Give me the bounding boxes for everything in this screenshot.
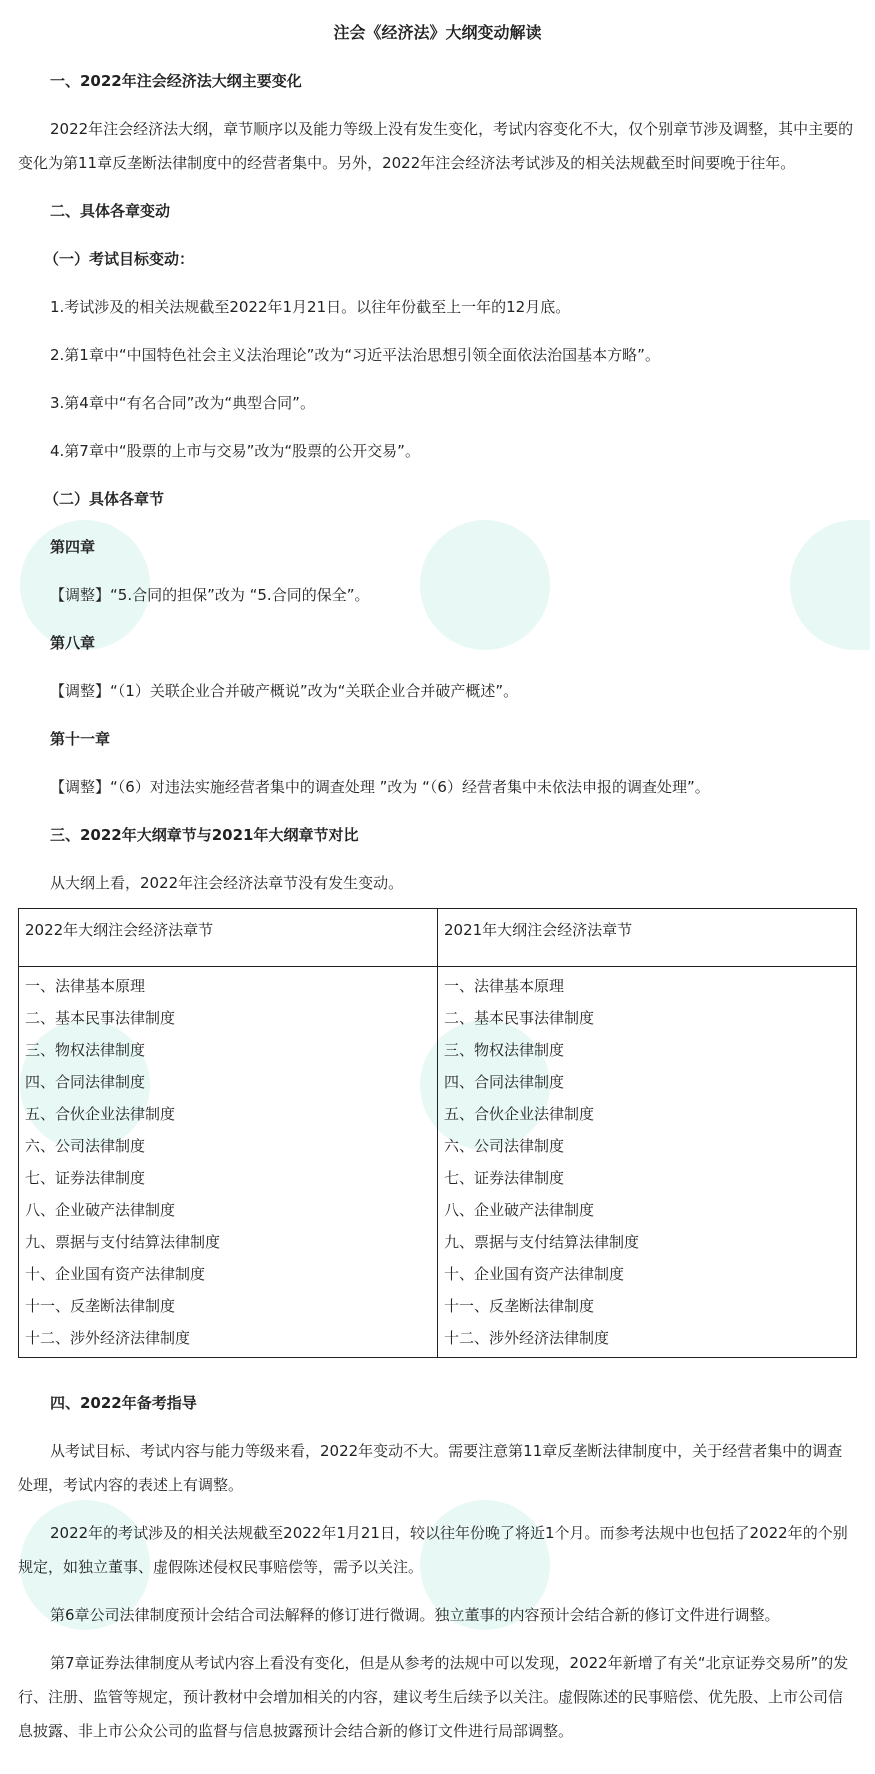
table-cell-chapter: 六、公司法律制度: [444, 1137, 565, 1155]
list-item: 1.考试涉及的相关法规截至2022年1月21日。以往年份截至上一年的12月底。: [50, 298, 571, 316]
paragraph: 从考试目标、考试内容与能力等级来看，2022年变动不大。需要注意第11章反垄断法律制度中，关于经营者集中的调查处理，考试内容的表述上有调整。: [18, 1442, 843, 1494]
table-header: 2021年大纲注会经济法章节: [438, 909, 857, 967]
paragraph: 第7章证券法律制度从考试内容上看没有变化，但是从参考的法规中可以发现，2022年新增了有关“北京证券交易所”的发行、注册、监管等规定，预计教材中会增加相关的内容，建议考生后续予以关注。虚假陈述的民事赔偿、优先股、上市公司信息披露、非上市公众公司的监督与信息披露预计会结合新的修订文件进行局部调整。: [18, 1654, 849, 1740]
list-item: 2.第1章中“中国特色社会主义法治理论”改为“习近平法治思想引领全面依法治国基本方略”。: [50, 346, 660, 364]
table-cell-chapter: 五、合伙企业法律制度: [25, 1105, 176, 1123]
table-cell-chapter: 三、物权法律制度: [25, 1041, 146, 1059]
table-cell-chapter: 二、基本民事法律制度: [25, 1009, 176, 1027]
table-cell-chapter: 十二、涉外经济法律制度: [25, 1329, 191, 1347]
chapter-heading: 第十一章: [50, 730, 111, 748]
table-cell-chapter: 十、企业国有资产法律制度: [444, 1265, 625, 1283]
table-cell-chapter: 四、合同法律制度: [444, 1073, 565, 1091]
list-item: 4.第7章中“股票的上市与交易”改为“股票的公开交易”。: [50, 442, 420, 460]
subsection-heading: （二）具体各章节: [44, 490, 165, 508]
table-cell-chapter: 三、物权法律制度: [444, 1041, 565, 1059]
paragraph: 第6章公司法律制度预计会结合司法解释的修订进行微调。独立董事的内容预计会结合新的修订文件进行调整。: [50, 1606, 780, 1624]
paragraph: 2022年注会经济法大纲，章节顺序以及能力等级上没有发生变化，考试内容变化不大，仅个别章节涉及调整，其中主要的变化为第11章反垄断法律制度中的经营者集中。另外，2022年注会经济法考试涉及的相关法规截至时间要晚于往年。: [18, 120, 854, 172]
paragraph: 2022年的考试涉及的相关法规截至2022年1月21日，较以往年份晚了将近1个月。而参考法规中也包括了2022年的个别规定，如独立董事、虚假陈述侵权民事赔偿等，需予以关注。: [18, 1524, 848, 1576]
section-heading: 二、具体各章变动: [50, 202, 171, 220]
table-cell-chapter: 六、公司法律制度: [25, 1137, 146, 1155]
chapter-heading: 第八章: [50, 634, 96, 652]
chapter-heading: 第四章: [50, 538, 96, 556]
table-cell-chapter: 一、法律基本原理: [444, 977, 565, 995]
section-heading: 四、2022年备考指导: [50, 1394, 197, 1412]
section-heading: 三、2022年大纲章节与2021年大纲章节对比: [50, 826, 359, 844]
chapter-change: 【调整】“（1）关联企业合并破产概说”改为“关联企业合并破产概述”。: [50, 682, 519, 700]
table-cell-chapter: 七、证券法律制度: [444, 1169, 565, 1187]
list-item: 3.第4章中“有名合同”改为“典型合同”。: [50, 394, 315, 412]
subsection-heading: （一）考试目标变动：: [44, 250, 195, 268]
table-cell-chapter: 四、合同法律制度: [25, 1073, 146, 1091]
table-cell-chapter: 十二、涉外经济法律制度: [444, 1329, 610, 1347]
table-cell-chapter: 十一、反垄断法律制度: [25, 1297, 176, 1315]
table-cell-chapter: 七、证券法律制度: [25, 1169, 146, 1187]
table-header: 2022年大纲注会经济法章节: [19, 909, 438, 967]
chapter-change: 【调整】“（6）对违法实施经营者集中的调查处理 ”改为 “（6）经营者集中未依法申报的调查处理”。: [50, 778, 710, 796]
page-title: 注会《经济法》大纲变动解读: [333, 23, 542, 42]
paragraph: 从大纲上看，2022年注会经济法章节没有发生变动。: [50, 874, 404, 892]
table-cell-chapter: 五、合伙企业法律制度: [444, 1105, 595, 1123]
table-cell-chapter: 一、法律基本原理: [25, 977, 146, 995]
table-cell-chapter: 二、基本民事法律制度: [444, 1009, 595, 1027]
chapter-comparison-table: [18, 908, 857, 1358]
table-cell-chapter: 九、票据与支付结算法律制度: [25, 1233, 221, 1251]
table-cell-chapter: 十、企业国有资产法律制度: [25, 1265, 206, 1283]
table-cell-chapter: 十一、反垄断法律制度: [444, 1297, 595, 1315]
column-2022: [19, 967, 438, 1358]
column-2021: [438, 967, 857, 1358]
section-heading: 一、2022年注会经济法大纲主要变化: [50, 72, 302, 90]
table-cell-chapter: 八、企业破产法律制度: [25, 1201, 176, 1219]
table-cell-chapter: 九、票据与支付结算法律制度: [444, 1233, 640, 1251]
chapter-change: 【调整】“5.合同的担保”改为 “5.合同的保全”。: [50, 586, 370, 604]
table-cell-chapter: 八、企业破产法律制度: [444, 1201, 595, 1219]
